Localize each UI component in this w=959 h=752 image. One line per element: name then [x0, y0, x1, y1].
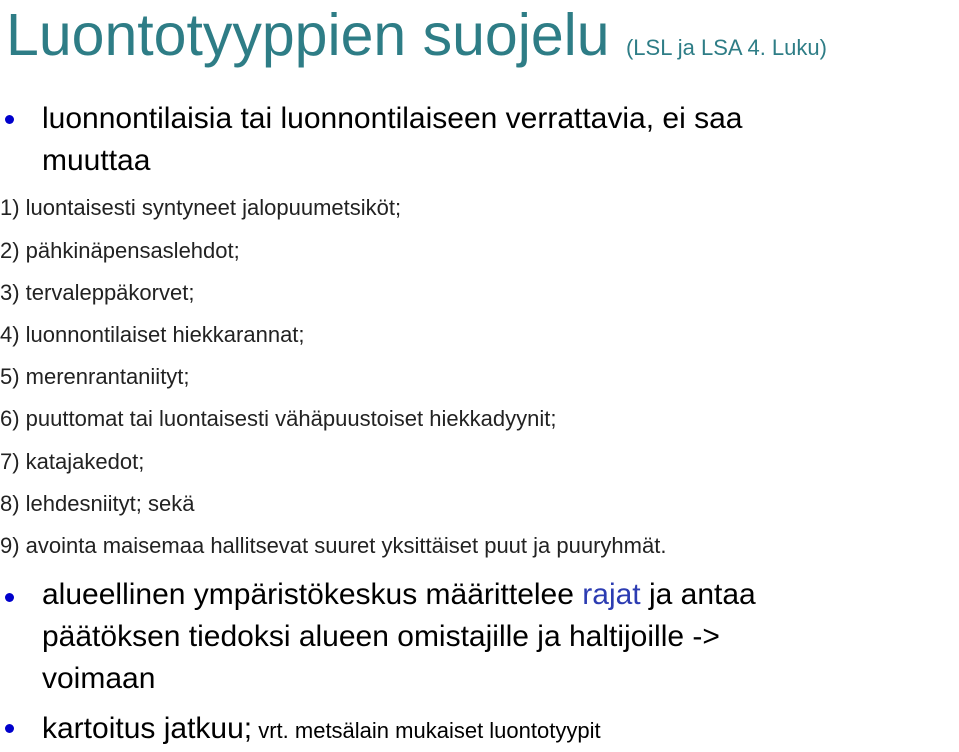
- bullet-2-line-1: [42, 574, 756, 616]
- list-item-4: 4) luonnontilaiset hiekkarannat;: [0, 322, 305, 347]
- bullet-2-text: [42, 574, 756, 700]
- bullet-1-text: [42, 98, 742, 182]
- list-item-6: 6) puuttomat tai luontaisesti vähäpuustoiset hiekkadyynit;: [0, 406, 557, 431]
- list-item-1: 1) luontaisesti syntyneet jalopuumetsiköt;: [0, 195, 402, 220]
- list-item-8: 8) lehdesniityt; sekä: [0, 491, 195, 516]
- bullet-1-line-2: muuttaa: [42, 144, 151, 177]
- list-item-5: 5) merenrantaniityt;: [0, 364, 190, 389]
- list-item-3: 3) tervaleppäkorvet;: [0, 280, 195, 305]
- bullet-2-line-1-after: ja antaa: [640, 578, 756, 611]
- bullet-2-line-2: päätöksen tiedoksi alueen omistajille ja haltijoille ->: [42, 620, 720, 653]
- list-item-7: 7) katajakedot;: [0, 449, 145, 474]
- bullet-3-text: [42, 708, 601, 752]
- list-item-2: 2) pähkinäpensaslehdot;: [0, 238, 240, 263]
- bullet-3-large: kartoitus jatkuu;: [42, 712, 253, 745]
- title-main: Luontotyyppien suojelu: [6, 2, 610, 68]
- list-item-9: 9) avointa maisemaa hallitsevat suuret yksittäiset puut ja puuryhmät.: [0, 533, 667, 558]
- bullet-icon: [5, 593, 14, 602]
- title-subtitle: (LSL ja LSA 4. Luku): [625, 35, 827, 60]
- bullet-2-line-1-before: alueellinen ympäristökeskus määrittelee: [42, 578, 583, 611]
- bullet-3-small: vrt. metsälain mukaiset luontotyypit: [252, 718, 601, 743]
- bullet-icon: [5, 115, 14, 124]
- bullet-icon: [5, 724, 14, 733]
- bullet-2-line-3: voimaan: [42, 662, 156, 695]
- bullet-2-highlight: rajat: [582, 578, 641, 611]
- bullet-1-line-1: luonnontilaisia tai luonnontilaiseen verrattavia, ei saa: [42, 102, 743, 135]
- slide-title: [6, 0, 827, 83]
